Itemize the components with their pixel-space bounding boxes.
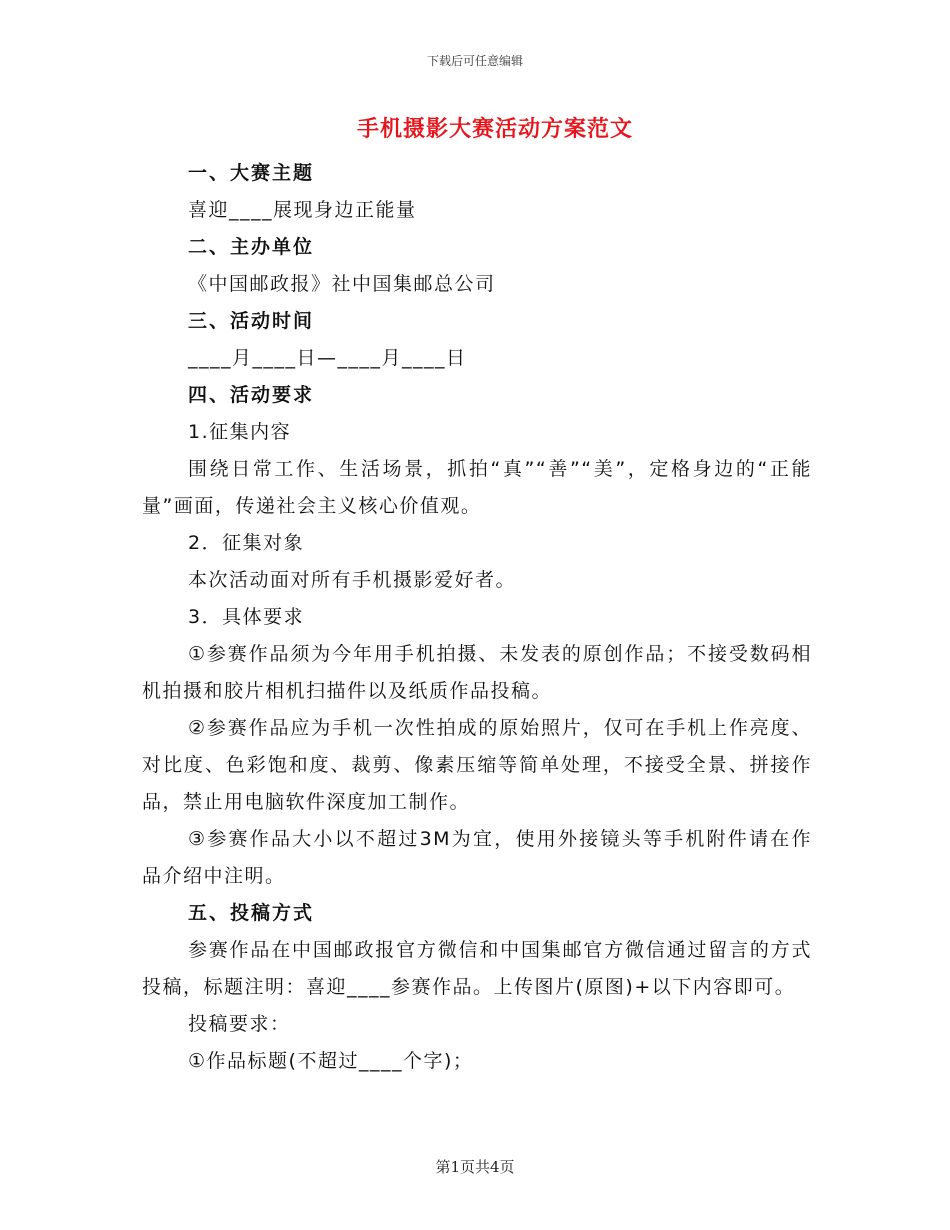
subheading-target: 2．征集对象	[188, 532, 305, 554]
paragraph-content: 围绕日常工作、生活场景，抓拍“真”“善”“美”，定格身边的“正能量”画面，传递社会主义核心价值观。	[142, 458, 812, 517]
requirement-item-1: ①参赛作品须为今年用手机拍摄、未发表的原创作品；不接受数码相机拍摄和胶片相机扫描件以及纸质作品投稿。	[142, 643, 812, 702]
section-heading-organizer: 二、主办单位	[188, 236, 315, 258]
requirement-item-2: ②参赛作品应为手机一次性拍成的原始照片，仅可在手机上作亮度、对比度、色彩饱和度、裁剪、像素压缩等简单处理，不接受全景、拼接作品，禁止用电脑软件深度加工制作。	[142, 717, 812, 813]
document-title: 手机摄影大赛活动方案范文	[356, 117, 633, 142]
page-number: 第1页共4页	[435, 1158, 515, 1176]
section-heading-submission: 五、投稿方式	[188, 902, 315, 924]
subheading-content: 1.征集内容	[188, 421, 292, 443]
document-body	[142, 155, 812, 1080]
section-heading-requirements: 四、活动要求	[188, 384, 315, 406]
paragraph-target: 本次活动面对所有手机摄影爱好者。	[188, 569, 517, 591]
section-body-theme: 喜迎____展现身边正能量	[188, 199, 417, 221]
section-body-organizer: 《中国邮政报》社中国集邮总公司	[188, 273, 496, 295]
section-heading-time: 三、活动时间	[188, 310, 315, 332]
subheading-specific: 3．具体要求	[188, 606, 305, 628]
subheading-submission-requirements: 投稿要求：	[188, 1013, 291, 1035]
paragraph-submission: 参赛作品在中国邮政报官方微信和中国集邮官方微信通过留言的方式投稿，标题注明：喜迎____参赛作品。上传图片(原图)+以下内容即可。	[142, 939, 812, 998]
requirement-item-3: ③参赛作品大小以不超过3M为宜，使用外接镜头等手机附件请在作品介绍中注明。	[142, 828, 812, 887]
section-body-time: ____月____日—____月____日	[188, 347, 467, 369]
page-header-note: 下载后可任意编辑	[426, 54, 523, 68]
submission-requirement-item-1: ①作品标题(不超过____个字)；	[188, 1050, 474, 1072]
section-heading-theme: 一、大赛主题	[188, 162, 315, 184]
